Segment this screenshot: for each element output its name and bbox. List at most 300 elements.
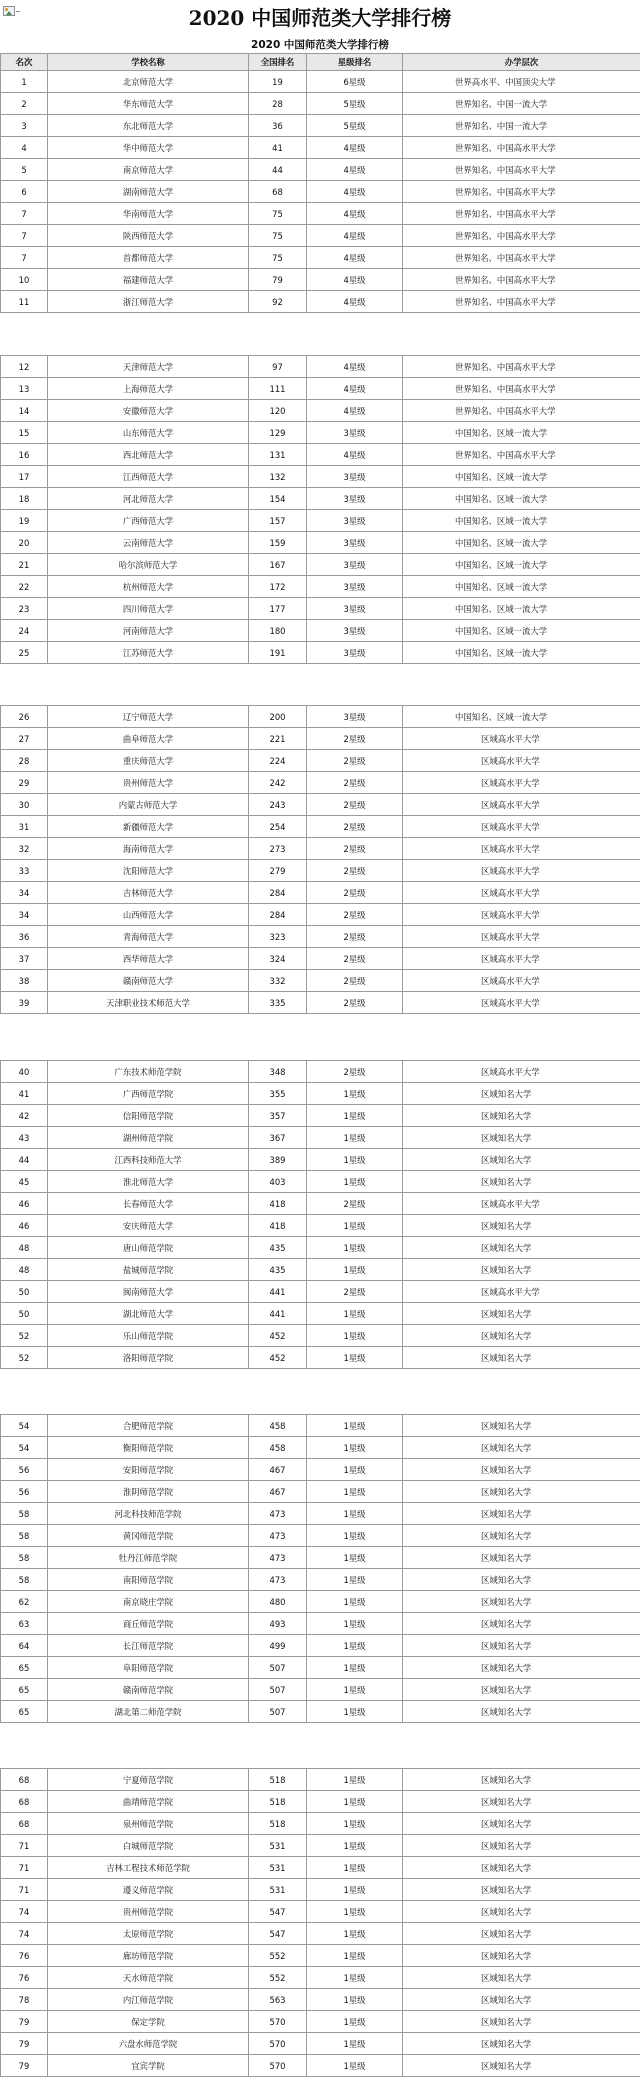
level-cell: 区域知名大学 <box>403 1835 640 1857</box>
level-cell: 区域知名大学 <box>403 1679 640 1701</box>
school-name-cell: 广东技术师范学院 <box>48 1061 249 1083</box>
national-rank-cell: 221 <box>249 728 307 750</box>
level-cell: 区域知名大学 <box>403 1259 640 1281</box>
school-name-cell: 新疆师范大学 <box>48 816 249 838</box>
school-name-cell: 湖北第二师范学院 <box>48 1701 249 1723</box>
national-rank-cell: 357 <box>249 1105 307 1127</box>
school-name-cell: 白城师范学院 <box>48 1835 249 1857</box>
level-cell: 区域知名大学 <box>403 1901 640 1923</box>
star-rating-cell: 1星级 <box>307 1879 403 1901</box>
star-rating-cell: 4星级 <box>307 137 403 159</box>
rank-cell: 45 <box>1 1171 48 1193</box>
national-rank-cell: 518 <box>249 1791 307 1813</box>
table-row <box>1 1547 640 1569</box>
table-row <box>1 247 640 269</box>
ranking-table <box>0 1768 640 2077</box>
table-row <box>1 356 640 378</box>
rank-cell: 15 <box>1 422 48 444</box>
table-row <box>1 203 640 225</box>
ranking-table-block <box>0 1060 640 1369</box>
level-cell: 区域知名大学 <box>403 1149 640 1171</box>
school-name-cell: 华东师范大学 <box>48 93 249 115</box>
national-rank-cell: 324 <box>249 948 307 970</box>
table-row <box>1 620 640 642</box>
level-cell: 世界知名、中国高水平大学 <box>403 181 640 203</box>
level-cell: 中国知名、区域一流大学 <box>403 488 640 510</box>
level-cell: 中国知名、区域一流大学 <box>403 620 640 642</box>
level-cell: 区域高水平大学 <box>403 1281 640 1303</box>
rank-cell: 10 <box>1 269 48 291</box>
school-name-cell: 内蒙古师范大学 <box>48 794 249 816</box>
school-name-cell: 淮北师范大学 <box>48 1171 249 1193</box>
table-row <box>1 422 640 444</box>
rank-cell: 56 <box>1 1481 48 1503</box>
star-rating-cell: 1星级 <box>307 1459 403 1481</box>
rank-cell: 14 <box>1 400 48 422</box>
national-rank-cell: 507 <box>249 1701 307 1723</box>
national-rank-cell: 92 <box>249 291 307 313</box>
level-cell: 区域知名大学 <box>403 1923 640 1945</box>
table-row <box>1 926 640 948</box>
school-name-cell: 太原师范学院 <box>48 1923 249 1945</box>
school-name-cell: 湖南师范大学 <box>48 181 249 203</box>
school-name-cell: 洛阳师范学院 <box>48 1347 249 1369</box>
school-name-cell: 西华师范大学 <box>48 948 249 970</box>
star-rating-cell: 1星级 <box>307 1171 403 1193</box>
national-rank-cell: 552 <box>249 1945 307 1967</box>
school-name-cell: 青海师范大学 <box>48 926 249 948</box>
rank-cell: 39 <box>1 992 48 1014</box>
level-cell: 世界知名、中国高水平大学 <box>403 356 640 378</box>
national-rank-cell: 172 <box>249 576 307 598</box>
national-rank-cell: 159 <box>249 532 307 554</box>
level-cell: 区域知名大学 <box>403 1459 640 1481</box>
school-name-cell: 吉林师范大学 <box>48 882 249 904</box>
column-header: 学校名称 <box>48 54 249 71</box>
national-rank-cell: 167 <box>249 554 307 576</box>
table-row <box>1 225 640 247</box>
national-rank-cell: 473 <box>249 1525 307 1547</box>
school-name-cell: 河南师范大学 <box>48 620 249 642</box>
star-rating-cell: 2星级 <box>307 970 403 992</box>
rank-cell: 2 <box>1 93 48 115</box>
school-name-cell: 福建师范大学 <box>48 269 249 291</box>
ranking-table-block <box>0 1768 640 2077</box>
national-rank-cell: 518 <box>249 1813 307 1835</box>
star-rating-cell: 1星级 <box>307 1415 403 1437</box>
rank-cell: 74 <box>1 1923 48 1945</box>
star-rating-cell: 4星级 <box>307 225 403 247</box>
table-row <box>1 400 640 422</box>
level-cell: 区域知名大学 <box>403 1857 640 1879</box>
rank-cell: 25 <box>1 642 48 664</box>
table-row <box>1 1105 640 1127</box>
table-row <box>1 1701 640 1723</box>
school-name-cell: 湖北师范大学 <box>48 1303 249 1325</box>
school-name-cell: 西北师范大学 <box>48 444 249 466</box>
star-rating-cell: 5星级 <box>307 93 403 115</box>
national-rank-cell: 200 <box>249 706 307 728</box>
level-cell: 区域知名大学 <box>403 1613 640 1635</box>
national-rank-cell: 68 <box>249 181 307 203</box>
level-cell: 区域知名大学 <box>403 1989 640 2011</box>
national-rank-cell: 467 <box>249 1481 307 1503</box>
star-rating-cell: 4星级 <box>307 444 403 466</box>
national-rank-cell: 131 <box>249 444 307 466</box>
school-name-cell: 安阳师范学院 <box>48 1459 249 1481</box>
rank-cell: 58 <box>1 1547 48 1569</box>
table-row <box>1 137 640 159</box>
table-row <box>1 291 640 313</box>
rank-cell: 58 <box>1 1503 48 1525</box>
national-rank-cell: 570 <box>249 2011 307 2033</box>
national-rank-cell: 435 <box>249 1259 307 1281</box>
table-row <box>1 1901 640 1923</box>
column-header: 办学层次 <box>403 54 640 71</box>
star-rating-cell: 1星级 <box>307 1791 403 1813</box>
ranking-table-block <box>0 1414 640 1723</box>
rank-cell: 23 <box>1 598 48 620</box>
table-row <box>1 598 640 620</box>
level-cell: 区域知名大学 <box>403 1657 640 1679</box>
level-cell: 区域高水平大学 <box>403 838 640 860</box>
rank-cell: 41 <box>1 1083 48 1105</box>
school-name-cell: 陕西师范大学 <box>48 225 249 247</box>
table-row <box>1 1303 640 1325</box>
table-title: 2020 中国师范类大学排行榜 <box>251 39 389 51</box>
rank-cell: 7 <box>1 203 48 225</box>
national-rank-cell: 552 <box>249 1967 307 1989</box>
level-cell: 世界知名、中国一流大学 <box>403 93 640 115</box>
level-cell: 区域知名大学 <box>403 1083 640 1105</box>
school-name-cell: 贵州师范大学 <box>48 772 249 794</box>
table-row <box>1 1613 640 1635</box>
table-row <box>1 1635 640 1657</box>
table-row <box>1 1215 640 1237</box>
rank-cell: 7 <box>1 247 48 269</box>
school-name-cell: 杭州师范大学 <box>48 576 249 598</box>
level-cell: 区域知名大学 <box>403 1481 640 1503</box>
table-row <box>1 2055 640 2077</box>
table-row <box>1 444 640 466</box>
table-row <box>1 532 640 554</box>
national-rank-cell: 418 <box>249 1193 307 1215</box>
table-row <box>1 992 640 1014</box>
level-cell: 区域知名大学 <box>403 1171 640 1193</box>
table-row <box>1 1481 640 1503</box>
table-row <box>1 882 640 904</box>
column-header: 名次 <box>1 54 48 71</box>
star-rating-cell: 3星级 <box>307 576 403 598</box>
national-rank-cell: 157 <box>249 510 307 532</box>
school-name-cell: 安庆师范大学 <box>48 1215 249 1237</box>
level-cell: 区域知名大学 <box>403 1237 640 1259</box>
table-row <box>1 706 640 728</box>
national-rank-cell: 284 <box>249 904 307 926</box>
school-name-cell: 贵州师范学院 <box>48 1901 249 1923</box>
national-rank-cell: 75 <box>249 247 307 269</box>
school-name-cell: 赣南师范学院 <box>48 1679 249 1701</box>
star-rating-cell: 4星级 <box>307 356 403 378</box>
rank-cell: 19 <box>1 510 48 532</box>
level-cell: 区域高水平大学 <box>403 948 640 970</box>
rank-cell: 48 <box>1 1237 48 1259</box>
star-rating-cell: 1星级 <box>307 1569 403 1591</box>
star-rating-cell: 1星级 <box>307 1635 403 1657</box>
rank-cell: 17 <box>1 466 48 488</box>
national-rank-cell: 154 <box>249 488 307 510</box>
rank-cell: 13 <box>1 378 48 400</box>
table-row <box>1 510 640 532</box>
level-cell: 区域知名大学 <box>403 1415 640 1437</box>
rank-cell: 79 <box>1 2011 48 2033</box>
national-rank-cell: 403 <box>249 1171 307 1193</box>
school-name-cell: 南京晓庄学院 <box>48 1591 249 1613</box>
star-rating-cell: 1星级 <box>307 1989 403 2011</box>
table-row <box>1 1083 640 1105</box>
rank-cell: 50 <box>1 1303 48 1325</box>
star-rating-cell: 1星级 <box>307 1657 403 1679</box>
rank-cell: 65 <box>1 1657 48 1679</box>
star-rating-cell: 2星级 <box>307 1061 403 1083</box>
level-cell: 区域知名大学 <box>403 1879 640 1901</box>
national-rank-cell: 367 <box>249 1127 307 1149</box>
level-cell: 区域高水平大学 <box>403 772 640 794</box>
level-cell: 区域知名大学 <box>403 1635 640 1657</box>
rank-cell: 40 <box>1 1061 48 1083</box>
school-name-cell: 唐山师范学院 <box>48 1237 249 1259</box>
level-cell: 区域高水平大学 <box>403 1061 640 1083</box>
school-name-cell: 泉州师范学院 <box>48 1813 249 1835</box>
table-row <box>1 1149 640 1171</box>
rank-cell: 29 <box>1 772 48 794</box>
level-cell: 世界知名、中国高水平大学 <box>403 247 640 269</box>
level-cell: 区域高水平大学 <box>403 794 640 816</box>
table-row <box>1 1569 640 1591</box>
star-rating-cell: 3星级 <box>307 598 403 620</box>
school-name-cell: 遵义师范学院 <box>48 1879 249 1901</box>
national-rank-cell: 547 <box>249 1923 307 1945</box>
star-rating-cell: 4星级 <box>307 181 403 203</box>
rank-cell: 58 <box>1 1525 48 1547</box>
rank-cell: 44 <box>1 1149 48 1171</box>
rank-cell: 64 <box>1 1635 48 1657</box>
national-rank-cell: 473 <box>249 1547 307 1569</box>
ranking-table <box>0 53 640 313</box>
star-rating-cell: 2星级 <box>307 948 403 970</box>
national-rank-cell: 507 <box>249 1679 307 1701</box>
national-rank-cell: 458 <box>249 1437 307 1459</box>
school-name-cell: 保定学院 <box>48 2011 249 2033</box>
school-name-cell: 广西师范学院 <box>48 1083 249 1105</box>
star-rating-cell: 1星级 <box>307 1857 403 1879</box>
star-rating-cell: 3星级 <box>307 620 403 642</box>
level-cell: 世界知名、中国高水平大学 <box>403 378 640 400</box>
star-rating-cell: 3星级 <box>307 466 403 488</box>
rank-cell: 42 <box>1 1105 48 1127</box>
level-cell: 区域高水平大学 <box>403 860 640 882</box>
table-row <box>1 181 640 203</box>
table-row <box>1 1769 640 1791</box>
level-cell: 区域高水平大学 <box>403 970 640 992</box>
school-name-cell: 淮阴师范学院 <box>48 1481 249 1503</box>
star-rating-cell: 1星级 <box>307 1215 403 1237</box>
table-row <box>1 159 640 181</box>
national-rank-cell: 473 <box>249 1569 307 1591</box>
rank-cell: 3 <box>1 115 48 137</box>
level-cell: 区域知名大学 <box>403 1569 640 1591</box>
rank-cell: 58 <box>1 1569 48 1591</box>
rank-cell: 68 <box>1 1813 48 1835</box>
table-row <box>1 576 640 598</box>
page-title: 2020 中国师范类大学排行榜 <box>188 6 452 30</box>
level-cell: 区域高水平大学 <box>403 750 640 772</box>
star-rating-cell: 2星级 <box>307 926 403 948</box>
national-rank-cell: 120 <box>249 400 307 422</box>
national-rank-cell: 323 <box>249 926 307 948</box>
level-cell: 区域知名大学 <box>403 1303 640 1325</box>
level-cell: 区域高水平大学 <box>403 882 640 904</box>
national-rank-cell: 531 <box>249 1857 307 1879</box>
star-rating-cell: 2星级 <box>307 1193 403 1215</box>
national-rank-cell: 36 <box>249 115 307 137</box>
rank-cell: 65 <box>1 1701 48 1723</box>
star-rating-cell: 1星级 <box>307 1481 403 1503</box>
national-rank-cell: 19 <box>249 71 307 93</box>
rank-cell: 33 <box>1 860 48 882</box>
school-name-cell: 天津师范大学 <box>48 356 249 378</box>
level-cell: 世界知名、中国高水平大学 <box>403 291 640 313</box>
level-cell: 区域知名大学 <box>403 1437 640 1459</box>
school-name-cell: 辽宁师范大学 <box>48 706 249 728</box>
national-rank-cell: 191 <box>249 642 307 664</box>
level-cell: 区域知名大学 <box>403 2033 640 2055</box>
rank-cell: 6 <box>1 181 48 203</box>
national-rank-cell: 473 <box>249 1503 307 1525</box>
rank-cell: 54 <box>1 1415 48 1437</box>
star-rating-cell: 1星级 <box>307 2011 403 2033</box>
national-rank-cell: 435 <box>249 1237 307 1259</box>
school-name-cell: 宜宾学院 <box>48 2055 249 2077</box>
level-cell: 中国知名、区域一流大学 <box>403 554 640 576</box>
table-row <box>1 1679 640 1701</box>
level-cell: 世界知名、中国高水平大学 <box>403 203 640 225</box>
school-name-cell: 吉林工程技术师范学院 <box>48 1857 249 1879</box>
national-rank-cell: 41 <box>249 137 307 159</box>
rank-cell: 63 <box>1 1613 48 1635</box>
national-rank-cell: 79 <box>249 269 307 291</box>
column-header: 星级排名 <box>307 54 403 71</box>
star-rating-cell: 2星级 <box>307 772 403 794</box>
table-row <box>1 1415 640 1437</box>
star-rating-cell: 1星级 <box>307 2033 403 2055</box>
rank-cell: 5 <box>1 159 48 181</box>
star-rating-cell: 2星级 <box>307 816 403 838</box>
school-name-cell: 安徽师范大学 <box>48 400 249 422</box>
level-cell: 区域高水平大学 <box>403 992 640 1014</box>
national-rank-cell: 273 <box>249 838 307 860</box>
national-rank-cell: 531 <box>249 1879 307 1901</box>
level-cell: 世界知名、中国一流大学 <box>403 115 640 137</box>
rank-cell: 68 <box>1 1769 48 1791</box>
star-rating-cell: 2星级 <box>307 904 403 926</box>
national-rank-cell: 242 <box>249 772 307 794</box>
ranking-table <box>0 1060 640 1369</box>
table-row <box>1 794 640 816</box>
school-name-cell: 江苏师范大学 <box>48 642 249 664</box>
table-row <box>1 1591 640 1613</box>
star-rating-cell: 1星级 <box>307 1259 403 1281</box>
rank-cell: 65 <box>1 1679 48 1701</box>
table-row <box>1 728 640 750</box>
rank-cell: 76 <box>1 1967 48 1989</box>
level-cell: 区域知名大学 <box>403 2011 640 2033</box>
table-row <box>1 1237 640 1259</box>
national-rank-cell: 129 <box>249 422 307 444</box>
level-cell: 世界高水平、中国顶尖大学 <box>403 71 640 93</box>
level-cell: 区域知名大学 <box>403 1769 640 1791</box>
rank-cell: 31 <box>1 816 48 838</box>
national-rank-cell: 531 <box>249 1835 307 1857</box>
star-rating-cell: 4星级 <box>307 269 403 291</box>
star-rating-cell: 4星级 <box>307 203 403 225</box>
level-cell: 区域知名大学 <box>403 1525 640 1547</box>
school-name-cell: 盐城师范学院 <box>48 1259 249 1281</box>
rank-cell: 38 <box>1 970 48 992</box>
star-rating-cell: 1星级 <box>307 1591 403 1613</box>
school-name-cell: 六盘水师范学院 <box>48 2033 249 2055</box>
school-name-cell: 黄冈师范学院 <box>48 1525 249 1547</box>
rank-cell: 76 <box>1 1945 48 1967</box>
star-rating-cell: 1星级 <box>307 1701 403 1723</box>
table-row <box>1 93 640 115</box>
rank-cell: 34 <box>1 904 48 926</box>
school-name-cell: 曲靖师范学院 <box>48 1791 249 1813</box>
level-cell: 中国知名、区域一流大学 <box>403 598 640 620</box>
rank-cell: 16 <box>1 444 48 466</box>
rank-cell: 43 <box>1 1127 48 1149</box>
school-name-cell: 曲阜师范大学 <box>48 728 249 750</box>
rank-cell: 74 <box>1 1901 48 1923</box>
star-rating-cell: 1星级 <box>307 1945 403 1967</box>
rank-cell: 79 <box>1 2033 48 2055</box>
school-name-cell: 山东师范大学 <box>48 422 249 444</box>
table-row <box>1 1945 640 1967</box>
ranking-table-block <box>0 53 640 313</box>
table-row <box>1 904 640 926</box>
level-cell: 区域高水平大学 <box>403 904 640 926</box>
star-rating-cell: 1星级 <box>307 1679 403 1701</box>
rank-cell: 24 <box>1 620 48 642</box>
level-cell: 区域知名大学 <box>403 1813 640 1835</box>
table-row <box>1 466 640 488</box>
star-rating-cell: 5星级 <box>307 115 403 137</box>
school-name-cell: 阜阳师范学院 <box>48 1657 249 1679</box>
rank-cell: 68 <box>1 1791 48 1813</box>
star-rating-cell: 1星级 <box>307 1923 403 1945</box>
school-name-cell: 浙江师范大学 <box>48 291 249 313</box>
level-cell: 区域知名大学 <box>403 1105 640 1127</box>
national-rank-cell: 132 <box>249 466 307 488</box>
school-name-cell: 廊坊师范学院 <box>48 1945 249 1967</box>
school-name-cell: 宁夏师范学院 <box>48 1769 249 1791</box>
national-rank-cell: 180 <box>249 620 307 642</box>
school-name-cell: 上海师范大学 <box>48 378 249 400</box>
rank-cell: 32 <box>1 838 48 860</box>
table-row <box>1 772 640 794</box>
rank-cell: 52 <box>1 1347 48 1369</box>
rank-cell: 20 <box>1 532 48 554</box>
